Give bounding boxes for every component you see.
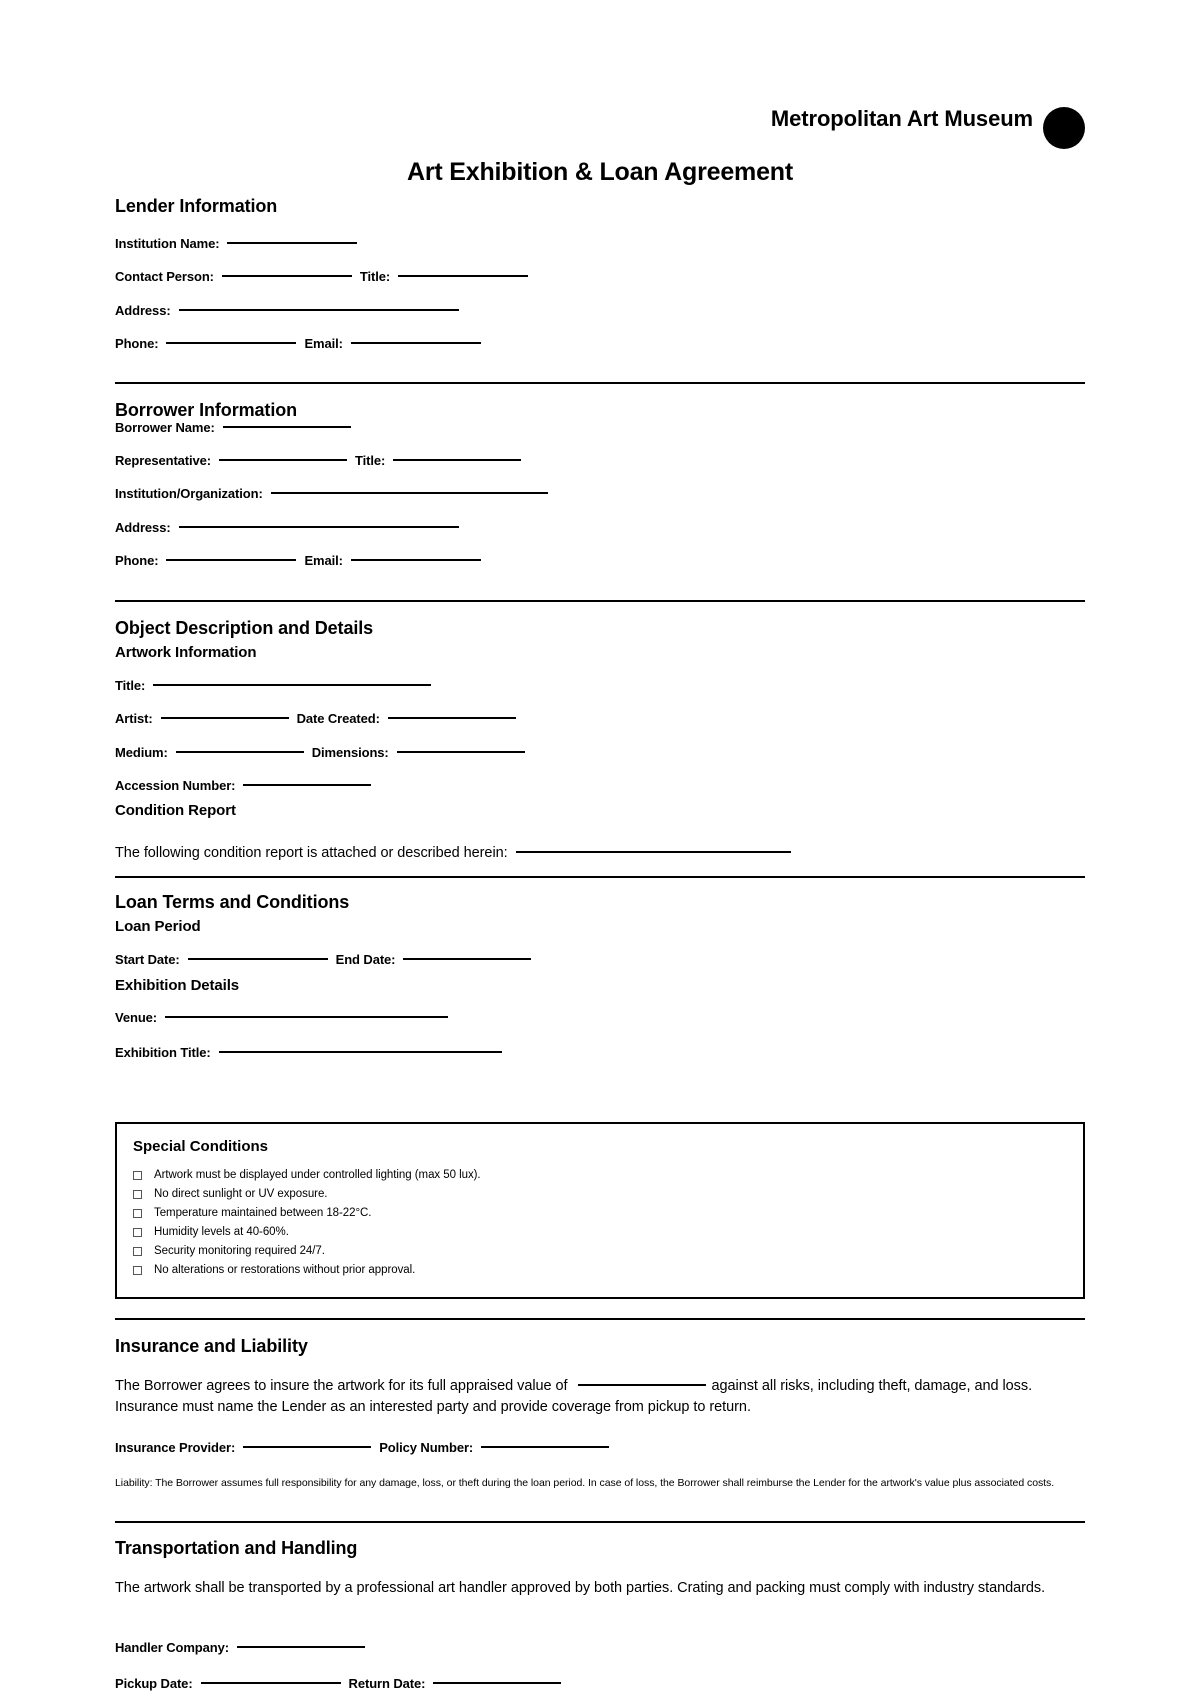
borrower-institution-label: Institution/Organization:: [115, 486, 263, 501]
insurance-provider-row: [115, 1440, 1085, 1455]
special-condition-item[interactable]: [133, 1243, 1067, 1260]
artwork-title-input[interactable]: [153, 684, 431, 686]
page-title: Art Exhibition & Loan Agreement: [407, 158, 793, 186]
lender-address-input[interactable]: [179, 309, 459, 311]
liability-note: Liability: The Borrower assumes full responsibility for any damage, loss, or theft during the loan period. In case of loss, the Borrower shall reimburse the Lender for the artwork's value plus associated costs.: [115, 1477, 1055, 1489]
lender-institution-name-label: Institution Name:: [115, 236, 220, 251]
special-condition-item[interactable]: [133, 1224, 1067, 1241]
lender-email-input[interactable]: [351, 342, 481, 344]
special-condition-item[interactable]: [133, 1205, 1067, 1222]
lender-institution-name-input[interactable]: [227, 242, 357, 244]
insurance-paragraph-part2: against all risks, including theft, damage, and loss. Insurance must name the Lender as an interested party and provide coverage from pickup to return.: [115, 1378, 1033, 1415]
lender-contact-title-input[interactable]: [398, 275, 528, 277]
artwork-artist-input[interactable]: [161, 717, 289, 719]
special-condition-label: Artwork must be displayed under controlled lighting (max 50 lux).: [154, 1169, 481, 1181]
borrower-address-input[interactable]: [179, 526, 459, 528]
borrower-name-row: [115, 420, 1085, 435]
loan-period-subheading: Loan Period: [115, 918, 201, 935]
borrower-name-label: Borrower Name:: [115, 420, 215, 435]
section-divider-borrower: [115, 600, 1085, 602]
artwork-date-created-label: Date Created:: [296, 711, 380, 726]
exhibition-details-subheading: Exhibition Details: [115, 977, 240, 994]
artwork-accession-number-label: Accession Number:: [115, 778, 236, 793]
condition-report-input[interactable]: [516, 851, 791, 853]
exhibition-venue-label: Venue:: [115, 1010, 158, 1025]
special-condition-label: No alterations or restorations without prior approval.: [154, 1264, 416, 1276]
artwork-dimensions-input[interactable]: [397, 751, 525, 753]
insurance-paragraph: [115, 1376, 1085, 1417]
artwork-medium-input[interactable]: [176, 751, 304, 753]
lender-contact-person-label: Contact Person:: [115, 269, 214, 284]
lender-information-heading: Lender Information: [115, 196, 278, 216]
borrower-phone-label: Phone:: [115, 553, 159, 568]
checkbox-icon[interactable]: [133, 1228, 142, 1237]
checkbox-icon[interactable]: [133, 1171, 142, 1180]
lender-institution-name-row: [115, 236, 1085, 251]
checkbox-icon[interactable]: [133, 1266, 142, 1275]
artwork-dimensions-label: Dimensions:: [311, 745, 389, 760]
special-condition-label: No direct sunlight or UV exposure.: [154, 1188, 328, 1200]
borrower-representative-title-input[interactable]: [393, 459, 521, 461]
borrower-representative-label: Representative:: [115, 453, 212, 468]
lender-phone-input[interactable]: [166, 342, 296, 344]
lender-address-row: [115, 303, 1085, 318]
borrower-email-input[interactable]: [351, 559, 481, 561]
artwork-information-subheading-wrap: [115, 644, 1085, 661]
artwork-accession-row: [115, 778, 1085, 793]
section-divider-object: [115, 876, 1085, 878]
liability-note-wrap: [115, 1476, 1075, 1491]
special-condition-label: Security monitoring required 24/7.: [154, 1245, 325, 1257]
loan-terms-section: [115, 892, 1085, 917]
loan-period-subheading-wrap: [115, 918, 1085, 935]
lender-address-label: Address:: [115, 303, 171, 318]
checkbox-icon[interactable]: [133, 1209, 142, 1218]
special-condition-label: Humidity levels at 40-60%.: [154, 1226, 289, 1238]
exhibition-title-input[interactable]: [219, 1051, 502, 1053]
loan-start-date-label: Start Date:: [115, 952, 180, 967]
handler-company-label: Handler Company:: [115, 1640, 229, 1655]
policy-number-label: Policy Number:: [379, 1440, 474, 1455]
loan-end-date-label: End Date:: [335, 952, 396, 967]
transportation-heading: Transportation and Handling: [115, 1538, 358, 1558]
lender-contact-person-row: [115, 269, 1085, 284]
special-conditions-heading: Special Conditions: [133, 1138, 269, 1155]
condition-report-row: [115, 843, 1085, 864]
insurance-provider-label: Insurance Provider:: [115, 1440, 236, 1455]
lender-email-label: Email:: [304, 336, 343, 351]
lender-information-section: [115, 196, 1085, 221]
section-divider-lender: [115, 382, 1085, 384]
special-condition-label: Temperature maintained between 18-22°C.: [154, 1207, 372, 1219]
insurance-paragraph-part1: The Borrower agrees to insure the artwork for its full appraised value of: [115, 1378, 568, 1394]
borrower-representative-row: [115, 453, 1085, 468]
object-description-section: [115, 618, 1085, 643]
policy-number-input[interactable]: [481, 1446, 609, 1448]
borrower-institution-input[interactable]: [271, 492, 548, 494]
lender-phone-label: Phone:: [115, 336, 159, 351]
borrower-information-heading: Borrower Information: [115, 400, 298, 420]
section-divider-loan-terms: [115, 1318, 1085, 1320]
special-conditions-list: [133, 1167, 1067, 1279]
insurance-provider-input[interactable]: [243, 1446, 371, 1448]
insurance-heading: Insurance and Liability: [115, 1336, 308, 1356]
condition-report-text: The following condition report is attached or described herein:: [115, 845, 508, 861]
special-conditions-panel: [115, 1122, 1085, 1299]
artwork-artist-label: Artist:: [115, 711, 153, 726]
insurance-section: [115, 1336, 1085, 1361]
loan-terms-heading: Loan Terms and Conditions: [115, 892, 350, 912]
exhibition-details-subheading-wrap: [115, 977, 1085, 994]
document-header: [115, 104, 1085, 150]
return-date-label: Return Date:: [348, 1676, 426, 1691]
organization-name: Metropolitan Art Museum: [770, 106, 1033, 131]
filled-circle-logo-icon: [1043, 107, 1085, 149]
appraised-value-input[interactable]: [578, 1384, 706, 1386]
checkbox-icon[interactable]: [133, 1247, 142, 1256]
lender-contact-title-label: Title:: [359, 269, 391, 284]
handler-company-input[interactable]: [237, 1646, 365, 1648]
artwork-medium-row: [115, 745, 1085, 760]
borrower-email-label: Email:: [304, 553, 343, 568]
pickup-return-dates-row: [115, 1676, 1085, 1691]
artwork-artist-row: [115, 711, 1085, 726]
borrower-representative-title-label: Title:: [355, 453, 386, 468]
borrower-address-label: Address:: [115, 520, 171, 535]
pickup-date-input[interactable]: [201, 1682, 341, 1684]
exhibition-title-row: [115, 1045, 1085, 1060]
artwork-title-row: [115, 678, 1085, 693]
exhibition-venue-input[interactable]: [165, 1016, 448, 1018]
loan-start-date-input[interactable]: [188, 958, 328, 960]
borrower-name-input[interactable]: [223, 426, 351, 428]
loan-end-date-input[interactable]: [403, 958, 531, 960]
borrower-address-row: [115, 520, 1085, 535]
borrower-phone-input[interactable]: [166, 559, 296, 561]
special-condition-item[interactable]: [133, 1262, 1067, 1279]
pickup-date-label: Pickup Date:: [115, 1676, 193, 1691]
special-condition-item[interactable]: [133, 1167, 1067, 1184]
section-divider-insurance: [115, 1521, 1085, 1523]
object-description-heading: Object Description and Details: [115, 618, 374, 638]
artwork-information-subheading: Artwork Information: [115, 644, 257, 661]
loan-period-dates-row: [115, 952, 1085, 967]
artwork-medium-label: Medium:: [115, 745, 168, 760]
transportation-paragraph: The artwork shall be transported by a professional art handler approved by both parties. Crating and packing must comply with industry standards.: [115, 1580, 1046, 1596]
artwork-title-label: Title:: [115, 678, 146, 693]
borrower-institution-row: [115, 486, 1085, 501]
transportation-paragraph-wrap: [115, 1578, 1075, 1599]
special-condition-item[interactable]: [133, 1186, 1067, 1203]
condition-report-subheading-wrap: [115, 802, 1085, 819]
checkbox-icon[interactable]: [133, 1190, 142, 1199]
artwork-date-created-input[interactable]: [388, 717, 516, 719]
borrower-representative-input[interactable]: [219, 459, 347, 461]
lender-phone-email-row: [115, 336, 1085, 351]
lender-contact-person-input[interactable]: [222, 275, 352, 277]
borrower-phone-email-row: [115, 553, 1085, 568]
artwork-accession-number-input[interactable]: [243, 784, 371, 786]
condition-report-subheading: Condition Report: [115, 802, 236, 819]
return-date-input[interactable]: [433, 1682, 561, 1684]
exhibition-venue-row: [115, 1010, 1085, 1025]
transportation-section: [115, 1538, 1085, 1563]
exhibition-title-label: Exhibition Title:: [115, 1045, 211, 1060]
handler-company-row: [115, 1640, 1085, 1655]
